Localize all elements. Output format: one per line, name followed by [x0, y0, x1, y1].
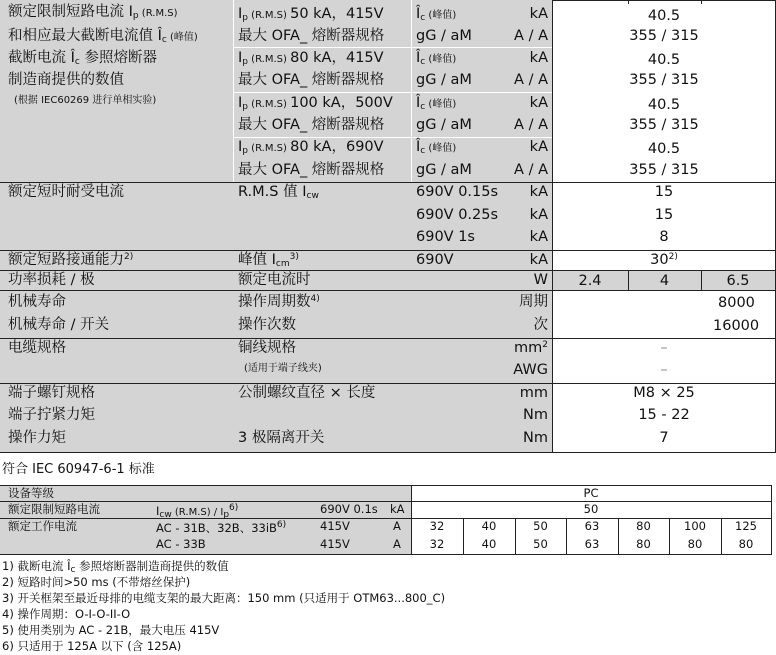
lower-ac33-v3: 50 [533, 537, 548, 551]
lower-ac31-v7: 125 [735, 519, 757, 533]
unit-r5: kA [529, 95, 548, 111]
value-st-1: 15 [654, 184, 674, 200]
lower-ac33-v5: 80 [636, 537, 651, 551]
label-short-time: 额定短时耐受电流 [8, 184, 124, 200]
cond-screw: 公制螺纹直径 × 长度 [238, 385, 376, 401]
label-cutoff-ref: 截断电流 $Î_c$ 参照熔断器 [8, 50, 157, 67]
unit-mech-life: 周期 [519, 294, 548, 310]
cond-r2: 最大 OFA_ 熔断器规格 [238, 28, 385, 44]
unit-r2: A / A [514, 28, 548, 44]
row-separator [233, 47, 552, 48]
footnote-2: 2) 短路时间>50 ms (不带熔丝保护) [2, 575, 191, 589]
type-r7: $Î_c$ (峰值) [416, 139, 457, 156]
label-rated-limited-sc: 额定限制短路电流 $I_p$ (R.M.S) [8, 4, 178, 21]
type-st-3: 690V 1s [416, 229, 475, 245]
value-r6: 355 / 315 [629, 117, 699, 133]
row-separator [233, 92, 552, 93]
value-r5: 40.5 [647, 97, 681, 113]
lower-cond-ac31: AC - 31B、32B、$33iB^{6)}$ [156, 520, 287, 535]
cond-r4: 最大 OFA_ 熔断器规格 [238, 72, 385, 88]
cond-mech-life: 操作周期数$^{4)}$ [238, 294, 320, 310]
label-max-cutoff: 和相应最大截断电流值 $Î_c$ (峰值) [8, 28, 198, 45]
unit-st-3: kA [529, 229, 548, 245]
type-making: 690V [416, 252, 454, 268]
cond-short-time: R.M.S 值 $I_{cw}$ [238, 184, 319, 201]
divider [771, 485, 772, 555]
footnote-5: 5) 使用类别为 AC - 21B，最大电压 415V [2, 623, 220, 637]
cond-r6: 最大 OFA_ 熔断器规格 [238, 117, 385, 133]
cond-r7: $I_p$ (R.M.S) 80 kA，690V [238, 139, 384, 156]
lower-label-current: 额定工作电流 [8, 519, 77, 533]
section-title: 符合 IEC 60947-6-1 标准 [2, 462, 155, 477]
label-mech-life-sw: 机械寿命 / 开关 [8, 317, 110, 333]
unit-r8: A / A [514, 162, 548, 178]
row-separator [233, 137, 552, 138]
type-r2: gG / aM [416, 28, 472, 44]
lower-ac31-v1: 32 [429, 519, 445, 533]
lower-unit-ac33: A [393, 537, 401, 551]
cond-making: 峰值 $I_{cm}^{3)}$ [238, 252, 299, 269]
lower-v-ac33: 415V [320, 537, 350, 551]
type-st-2: 690V 0.25s [416, 207, 499, 223]
lower-ac31-v3: 50 [533, 519, 548, 533]
lower-ac31-v2: 40 [481, 519, 497, 533]
divider [552, 0, 553, 452]
value-power-3: 6.5 [726, 273, 750, 289]
lower-v-ac31: 415V [320, 519, 350, 533]
label-making: 额定短路接通能力$^{2)}$ [8, 252, 134, 268]
unit-r6: A / A [514, 117, 548, 133]
unit-st-2: kA [529, 207, 548, 223]
divider [0, 250, 776, 251]
value-r7: 40.5 [647, 141, 681, 157]
divider [552, 0, 776, 1]
unit-screw: mm [519, 385, 548, 401]
cond-r1: $I_p$ (R.M.S) 50 kA，415V [238, 6, 384, 23]
value-power-1: 2.4 [578, 273, 602, 289]
unit-making: kA [529, 252, 548, 268]
unit-op-torque: Nm [523, 430, 548, 446]
unit-r7: kA [529, 139, 548, 155]
cond-mech-life-sw: 操作次数 [238, 317, 296, 333]
divider [701, 0, 702, 4]
divider [0, 290, 776, 291]
value-making: 30$^{2)}$ [650, 252, 678, 268]
divider [0, 485, 772, 486]
unit-power: W [533, 272, 548, 288]
divider [0, 452, 776, 453]
cond-cable-note: (适用于端子线夹) [244, 363, 322, 374]
lower-ac33-v6: 80 [687, 537, 703, 551]
divider [0, 501, 772, 502]
label-mech-life: 机械寿命 [8, 294, 66, 310]
cond-r5: $I_p$ (R.M.S) 100 kA，500V [238, 95, 393, 112]
label-torque: 端子拧紧力矩 [8, 407, 95, 423]
lower-ac33-v1: 32 [429, 537, 445, 551]
unit-r3: kA [529, 50, 548, 66]
lower-ac31-v6: 100 [684, 519, 706, 533]
unit-mech-life-sw: 次 [533, 317, 548, 333]
label-op-torque: 操作力矩 [8, 430, 66, 446]
footnote-4: 4) 操作周期：O-I-O-II-O [2, 607, 131, 621]
type-r3: $Î_c$ (峰值) [416, 50, 457, 67]
footnote-1: 1) 截断电流 $Î_c$ 参照熔断器制造商提供的数值 [2, 559, 229, 575]
cond-cable: 铜线规格 [238, 340, 296, 356]
footnote-6: 6) 只适用于 125A 以下 (含 125A) [2, 639, 182, 653]
type-r4: gG / aM [416, 72, 472, 88]
divider [0, 518, 772, 519]
col-separator [233, 0, 234, 182]
lower-ac31-v4: 63 [584, 519, 600, 533]
lower-unit-limited: kA [390, 502, 405, 516]
label-power: 功率损耗 / 极 [8, 272, 95, 288]
type-r8: gG / aM [416, 162, 472, 178]
type-st-1: 690V 0.15s [416, 184, 499, 200]
value-screw: M8 × 25 [633, 385, 695, 401]
label-iec-note: (根据 IEC60269 进行单相实验) [14, 95, 157, 106]
value-r1: 40.5 [647, 8, 681, 24]
value-cable-mm: – [660, 340, 668, 356]
value-torque: 15 - 22 [638, 407, 690, 423]
lower-unit-ac31: A [393, 519, 401, 533]
divider [628, 0, 629, 4]
value-st-3: 8 [659, 229, 669, 245]
type-r6: gG / aM [416, 117, 472, 133]
cond-power: 额定电流时 [238, 272, 311, 288]
lower-ac33-v2: 40 [481, 537, 497, 551]
lower-value-class: PC [583, 486, 599, 500]
unit-cable-mm: $mm^2$ [514, 340, 548, 356]
type-r1: $Î_c$ (峰值) [416, 6, 457, 23]
value-power-2: 4 [659, 273, 670, 289]
lower-cond-limited: $I_{cw}$ $(R.M.S) / I_p^{6)}$ [156, 503, 239, 520]
value-r4: 355 / 315 [629, 72, 699, 88]
value-op-torque: 7 [659, 430, 669, 446]
lower-ac33-v4: 63 [584, 537, 600, 551]
cond-op-torque: 3 极隔离开关 [238, 430, 325, 446]
lower-cond-ac33: AC - 33B [156, 537, 206, 551]
value-r8: 355 / 315 [629, 162, 699, 178]
value-cable-awg: – [660, 362, 668, 378]
divider [0, 270, 776, 271]
divider [0, 182, 776, 183]
label-manufacturer-value: 制造商提供的数值 [8, 72, 124, 88]
lower-label-limited: 额定限制短路电流 [8, 502, 100, 516]
divider [0, 554, 772, 555]
value-r2: 355 / 315 [629, 28, 699, 44]
col-separator [411, 0, 412, 182]
type-r5: $Î_c$ (峰值) [416, 95, 457, 112]
divider [0, 383, 776, 384]
lower-value-limited: 50 [583, 502, 599, 516]
unit-r4: A / A [514, 72, 548, 88]
value-mech-life: 8000 [718, 295, 755, 311]
label-screw: 端子螺钉规格 [8, 385, 95, 401]
unit-cable-awg: AWG [513, 362, 548, 378]
lower-v-limited: 690V 0.1s [320, 502, 378, 516]
lower-ac31-v5: 80 [636, 519, 651, 533]
value-r3: 40.5 [647, 52, 681, 68]
lower-ac33-v7: 80 [738, 537, 754, 551]
lower-label-class: 设备等级 [8, 486, 54, 500]
unit-st-1: kA [529, 184, 548, 200]
cond-r8: 最大 OFA_ 熔断器规格 [238, 162, 385, 178]
footnote-3: 3) 开关框架至最近母排的电缆支架的最大距离：150 mm (只适用于 OTM63...800_C) [2, 591, 446, 605]
divider [0, 338, 776, 339]
unit-torque: Nm [523, 407, 548, 423]
value-mech-life-sw: 16000 [713, 318, 760, 334]
unit-r1: kA [529, 6, 548, 22]
cond-r3: $I_p$ (R.M.S) 80 kA，415V [238, 50, 384, 67]
value-st-2: 15 [654, 207, 674, 223]
label-cable: 电缆规格 [8, 340, 66, 356]
